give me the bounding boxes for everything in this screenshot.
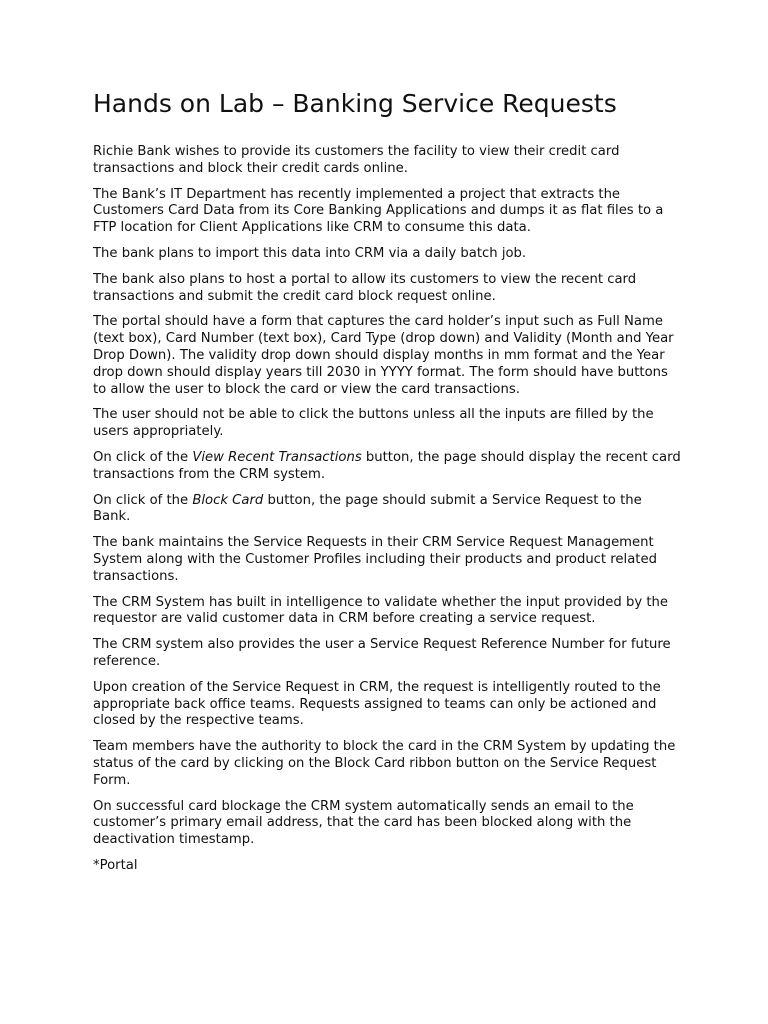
- document-title: Hands on Lab – Banking Service Requests: [93, 89, 617, 118]
- view-para-after: button, the page should display the recent card transactions from the CRM system.: [93, 449, 681, 482]
- paragraph-it-department: The Bank’s IT Department has recently implemented a project that extracts the Customers Card Data from its Core Banking Applications and dumps it as flat files to a FTP location for Client Applications like CRM to consume this data.: [93, 186, 664, 236]
- block-para-after: button, the page should submit a Service Request to the Bank.: [93, 492, 642, 525]
- paragraph-email-notification: On successful card blockage the CRM system automatically sends an email to the customer’s primary email address, that the card has been blocked along with the deactivation timestamp.: [93, 798, 634, 848]
- paragraph-batch-job: The bank plans to import this data into CRM via a daily batch job.: [93, 245, 527, 261]
- paragraph-reference-number: The CRM system also provides the user a Service Request Reference Number for future reference.: [93, 637, 671, 669]
- view-para-emphasis: View Recent Transactions: [192, 449, 362, 465]
- paragraph-routing: Upon creation of the Service Request in CRM, the request is intelligently routed to the appropriate back office teams. Requests assigned to teams can only be actioned and closed by the respective teams.: [93, 679, 661, 729]
- paragraph-service-requests: The bank maintains the Service Requests in their CRM Service Request Management System along with the Customer Profiles including their products and product related transactions.: [93, 535, 657, 584]
- paragraph-input-validation: The user should not be able to click the buttons unless all the inputs are filled by the users appropriately.: [93, 407, 654, 440]
- paragraph-block-card: [93, 493, 683, 527]
- paragraph-view-transactions: [93, 450, 683, 484]
- paragraph-portal-note: *Portal: [93, 857, 138, 873]
- view-para-before: On click of the: [93, 449, 193, 465]
- block-para-emphasis: Block Card: [192, 492, 264, 508]
- paragraph-crm-validation: The CRM System has built in intelligence to validate whether the input provided by the requestor are valid customer data in CRM before creating a service request.: [93, 594, 668, 627]
- paragraph-portal-plan: The bank also plans to host a portal to allow its customers to view the recent card transactions and submit the credit card block request online.: [93, 271, 637, 304]
- paragraph-team-authority: Team members have the authority to block the card in the CRM System by updating the status of the card by clicking on the Block Card ribbon button on the Service Request Form.: [93, 739, 676, 788]
- document-page: [93, 86, 683, 884]
- paragraph-intro: Richie Bank wishes to provide its customers the facility to view their credit card transactions and block their credit cards online.: [93, 144, 620, 176]
- paragraph-portal-form: The portal should have a form that captures the card holder’s input such as Full Name (text box), Card Number (text box), Card Type (drop down) and Validity (Month and Year Drop Down). The validity drop down should display months in mm format and the Year drop down should display years till 2030 in YYYY format. The form should have buttons to allow the user to block the card or view the card transactions.: [93, 314, 674, 397]
- block-para-before: On click of the: [93, 492, 193, 508]
